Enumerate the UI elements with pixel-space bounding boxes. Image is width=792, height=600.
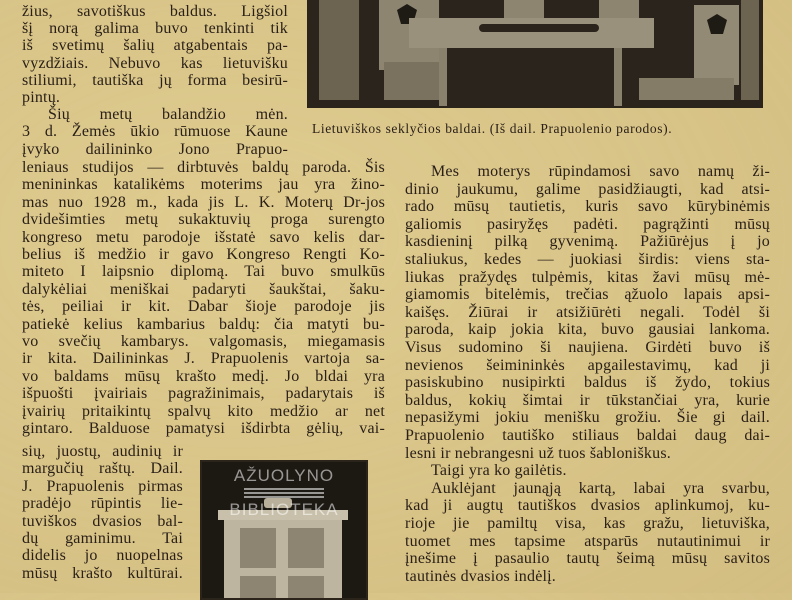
text-line: patiekė kelius kambarius baldų: čia matyti bu- [22, 315, 385, 333]
text-line: miteto I laipsnio diplomą. Tai buvo smulkūs [22, 263, 385, 281]
text-line: rioje jie pamiltų visa, kas gražu, lietuviška, [405, 515, 770, 532]
text-line: dalykėliai meniškai padaryti šaukštai, šaku- [22, 280, 385, 298]
text-line: vo baldams mūsų krašto medį. Jo bldai yra [22, 367, 385, 385]
text-line: nevienos šeimininkės apgailestavimų, kad ji [405, 356, 770, 374]
text-line: staliukus, kedes — juokiasi širdis: viens sta- [405, 251, 770, 268]
text-line: Taigi yra ko gailėtis. [431, 462, 567, 480]
text-line: tautinės dvasios indėlį. [405, 567, 557, 585]
text-line: dinio jaukumu, galime pasidžiaugti, kad atsi- [405, 180, 770, 198]
text-line: vo svečių kambarys. valgomasis, miegamasis [22, 333, 385, 350]
text-line: iš svetimų šalių atgabentais pa- [22, 37, 288, 55]
text-line: rado mūsų tautietis, kuris savo kūrybinėmis [405, 198, 770, 216]
text-line: Prapuolenio tautiško stiliaus baldai daug dai- [405, 427, 770, 444]
text-line: kaišęs. Žiūrai ir atsižiūrėti negali. Todėl ši [405, 303, 770, 321]
photo-caption: Lietuviškos seklyčios baldai. (Iš dail. Prapuolenio parodos). [312, 121, 673, 136]
text-line: didelis jo nuopelnas [22, 547, 183, 565]
text-line: giamomis bitelėmis, trečias ąžuolo lapais apsi- [405, 286, 770, 304]
text-line: kasdieninį pilką gyvenimą. Pažiūrėjus į jo [405, 233, 770, 251]
text-line: mas nuo 1928 m., kada jis L. K. Moterų Dr-jos [22, 193, 385, 211]
library-watermark [206, 466, 362, 520]
text-line: įvyko dailininko Jono Prapuo- [22, 140, 288, 158]
text-line: galiomis pasiryžęs padėti. pagrąžinti mūsų [405, 215, 770, 233]
text-line: įvairių pritaikintų spalvų kito medžio ar net [22, 402, 385, 420]
text-line: mūsų krašto kultūrai. [22, 564, 183, 582]
text-line: leniaus studijos — dirbtuvės baldų paroda. Šis [22, 159, 385, 176]
furniture-photo-top [307, 0, 763, 108]
text-line: žius, savotiškus baldus. Ligšiol [22, 3, 288, 20]
text-line: lesni ir nebrangesni už tuos šabloniškus. [405, 444, 671, 462]
text-line: tuviškos dvasios bal- [22, 512, 183, 530]
text-line: Visus sudomino ši naujiena. Girdėti buvo iš [405, 339, 770, 356]
text-line: ir kita. Dailininkas J. Prapuolenis vartoja sa- [22, 350, 385, 368]
text-line: kongreso metu parodoje išstatė savo kelis dar- [22, 228, 385, 246]
watermark-logo-icon [244, 488, 324, 498]
text-line: kad ji augtų tautiškos dvasios aplinkumoj, ku- [405, 497, 770, 515]
text-line: dvidešimties metų sukaktuvių proga surengto [22, 211, 385, 229]
text-line: išpuošti įvairiais pagražinimais, padarytais iš [22, 385, 385, 403]
text-line: J. Prapuolenis pirmas [22, 477, 183, 495]
watermark-left: AŽUOLYNO [233, 466, 335, 485]
text-line: Auklėjant jaunąją kartą, labai yra svarbu, [431, 479, 770, 497]
text-line: tės, peiliai ir kit. Dabar šioje parodoje jis [22, 298, 385, 316]
text-line: paroda, kaip jokia kita, buvo gausiai lankoma. [405, 321, 770, 339]
text-line: tuomet mes tapsime atsparūs nutautinimui ir [405, 532, 770, 550]
text-line: šį norą galima buvo tenkinti tik [22, 20, 288, 38]
text-line: belius iš medžio ir gavo Kongreso Rengti Ko- [22, 246, 385, 263]
text-line: liukas pražydęs tulpėmis, kitas žavi mūsų mė- [405, 268, 770, 286]
text-line: nepasižymi jokiu menišku grožiu. Šie gi dail. [405, 409, 770, 427]
text-line: Mes moterys rūpindamosi savo namų ži- [431, 163, 770, 180]
text-line: Šių metų balandžio mėn. [48, 106, 288, 124]
text-line: pintų. [22, 89, 61, 106]
text-line: stiliumi, tautiška jų forma besirū- [22, 71, 288, 89]
text-line: gintaro. Balduose pamatysi išdirbta gėlių, vai- [22, 420, 385, 437]
watermark-right: BIBLIOTEKA [229, 500, 339, 519]
text-line: vyzdžiais. Nebuvo kas lietuvišku [22, 54, 288, 72]
text-line: baldus, kokių šimtai ir tūkstančiai yra, kurie [405, 391, 770, 409]
text-line: dų gaminimu. Tai [22, 530, 183, 547]
furniture-illustration [309, 0, 761, 106]
text-line: menininkas katalikėms moterims jau yra žino- [22, 176, 385, 194]
text-line: sių, juostų, audinių ir [22, 443, 183, 460]
text-line: pradėjo rūpintis lie- [22, 495, 183, 513]
text-line: margučių raštų. Dail. [22, 460, 183, 478]
text-line: pasiskubino nusipirkti baldus iš žydo, tokius [405, 374, 770, 392]
text-line: 3 d. Žemės ūkio rūmuose Kaune [22, 123, 288, 141]
text-line: įnešime į pasaulio tautų šeimą mūsų savitos [405, 550, 770, 568]
